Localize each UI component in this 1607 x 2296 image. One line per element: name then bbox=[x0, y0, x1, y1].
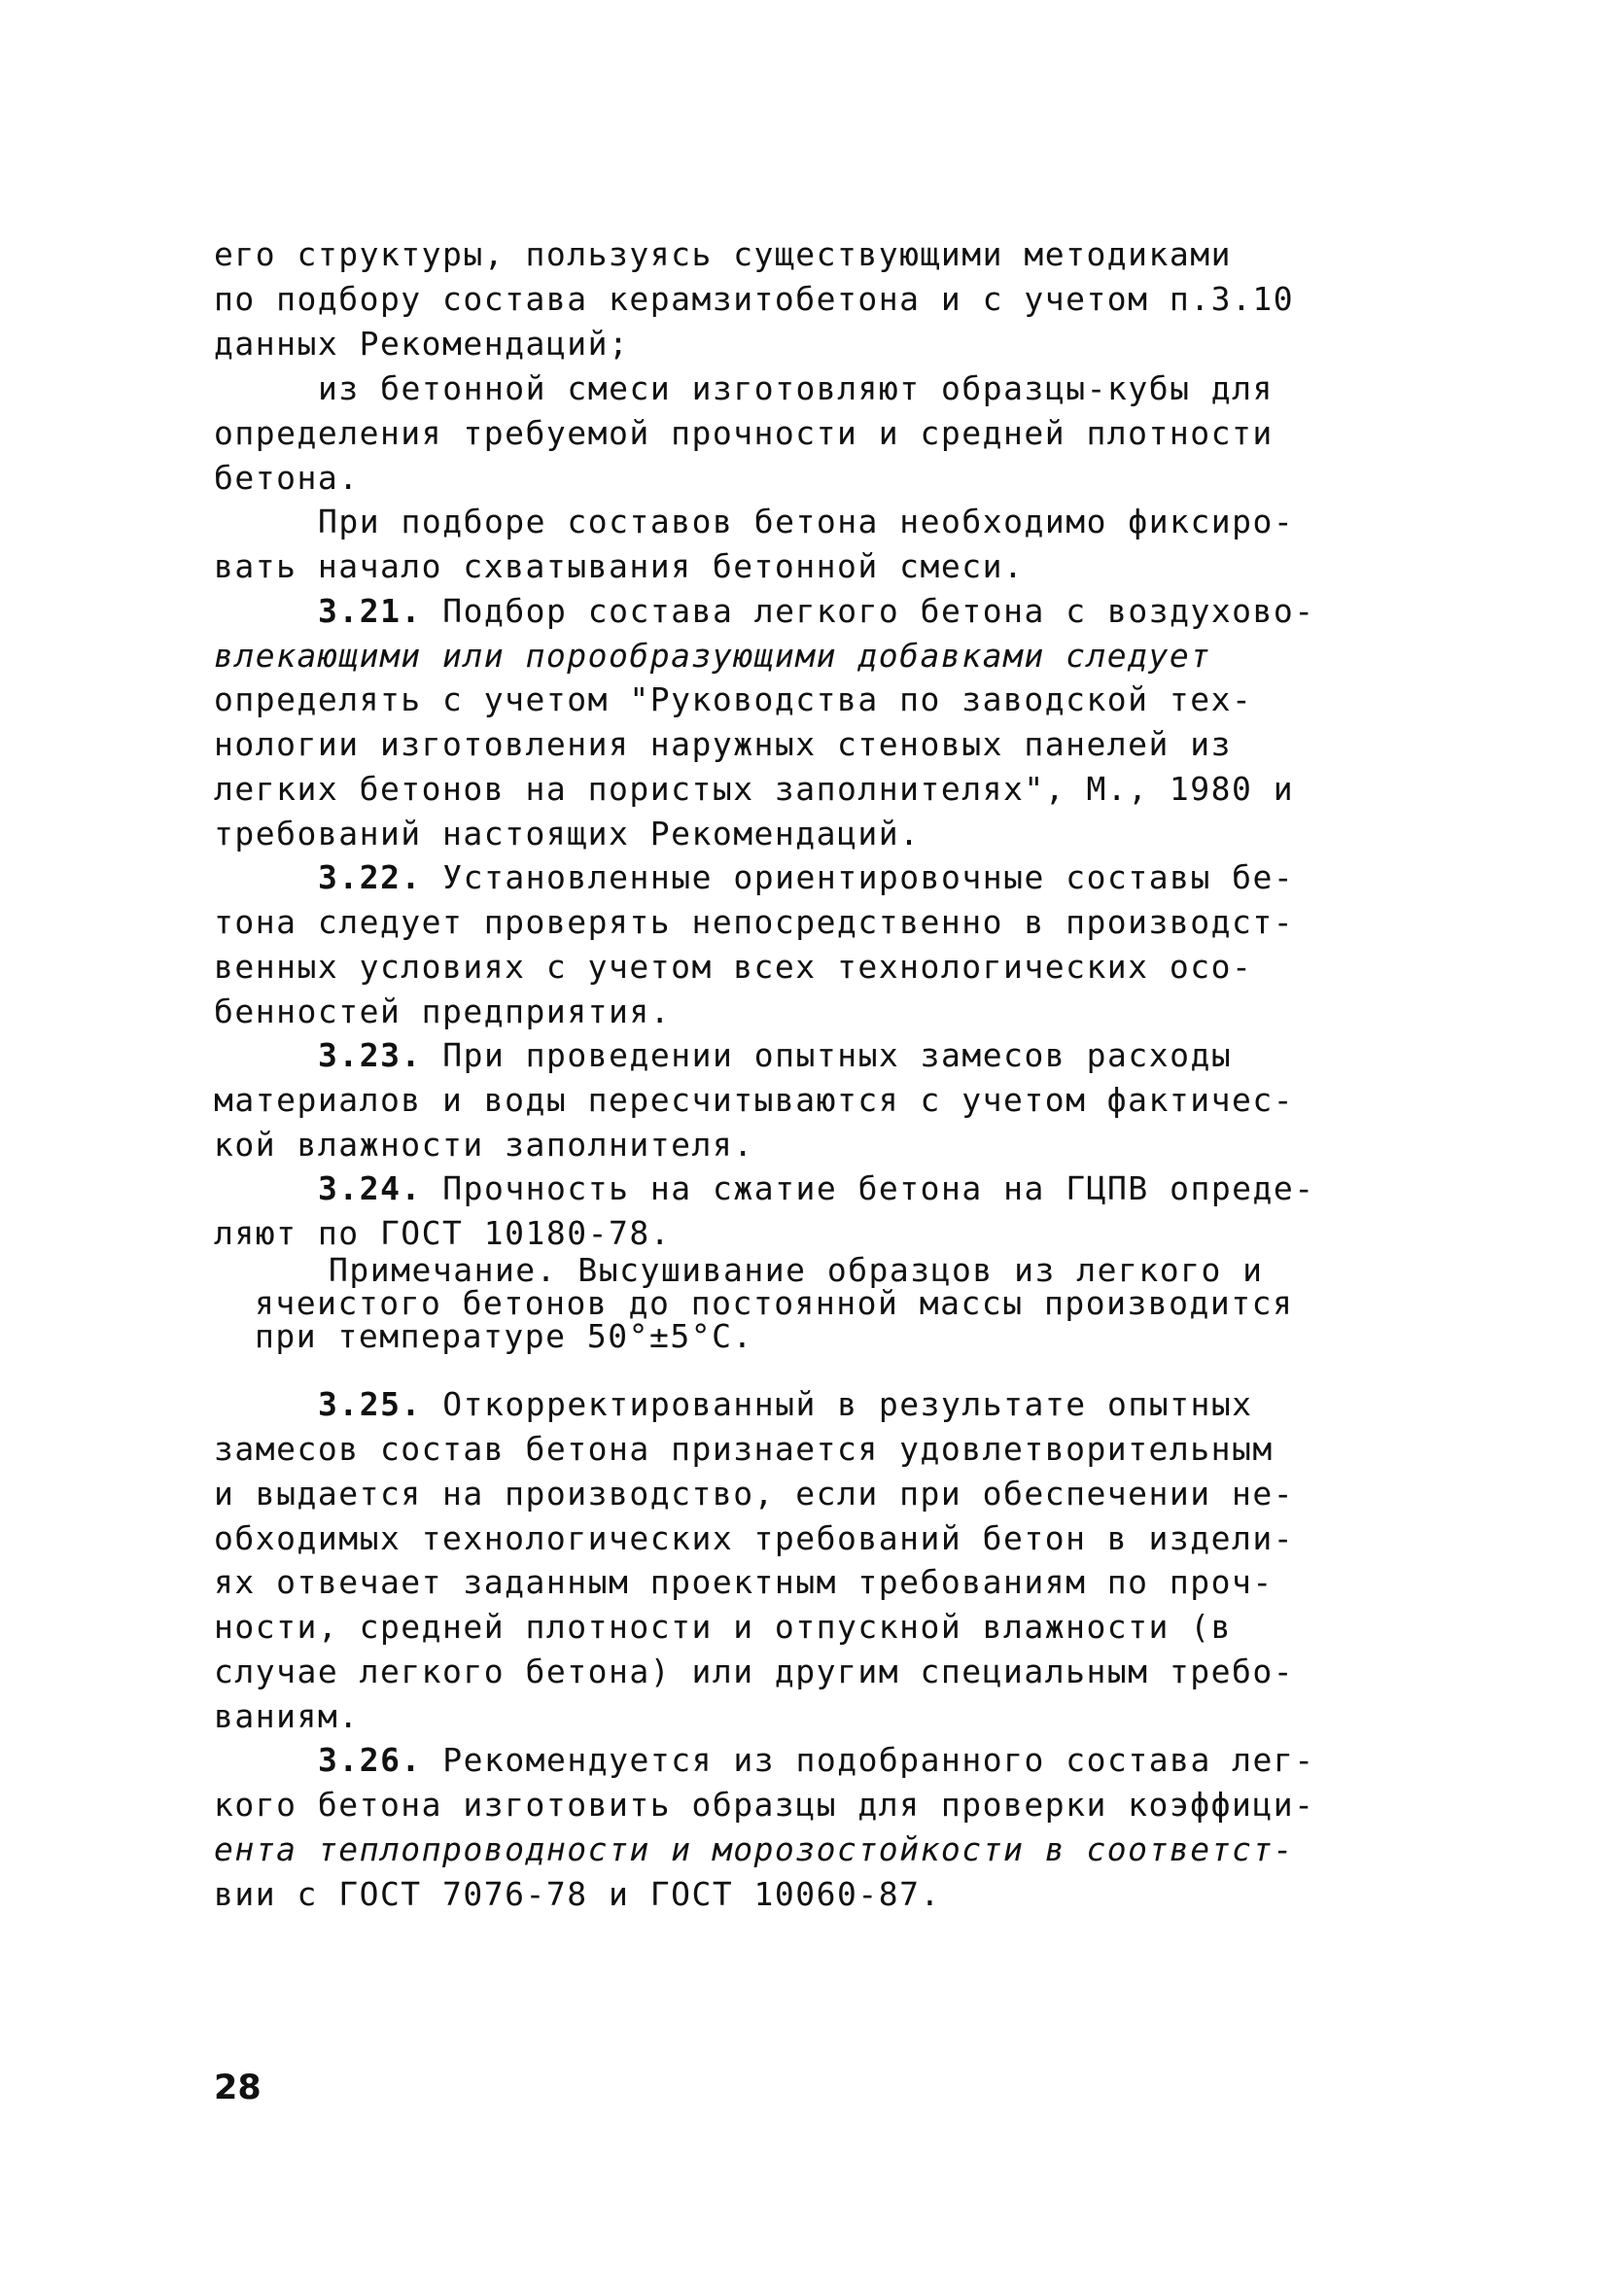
text-line: из бетонной смеси изготовляют образцы-кубы для bbox=[318, 369, 1274, 407]
text-line: материалов и воды пересчитываются с учетом фактичес- bbox=[214, 1081, 1295, 1119]
text-line: легких бетонов на пористых заполнителях", М., 1980 и bbox=[214, 770, 1295, 808]
text-line: определять с учетом "Руководства по заводской тех- bbox=[214, 680, 1253, 718]
text-line: тона следует проверять непосредственно в производст- bbox=[214, 903, 1295, 941]
text-line: нологии изготовления наружных стеновых панелей из bbox=[214, 725, 1233, 763]
paragraph-number: 3.23. bbox=[318, 1036, 422, 1074]
text-line: ляют по ГОСТ 10180-78. bbox=[214, 1214, 672, 1252]
text-line: влекающими или порообразующими добавками следует bbox=[214, 637, 1211, 675]
text-line: по подбору состава керамзитобетона и с учетом п.3.10 bbox=[214, 280, 1295, 318]
note-line: при температуре 50°±5°С. bbox=[255, 1317, 753, 1355]
text-line: обходимых технологических требований бетон в издели- bbox=[214, 1519, 1295, 1557]
text-line: случае легкого бетона) или другим специальным требо- bbox=[214, 1652, 1295, 1690]
text-line: ента теплопроводности и морозостойкости в соответст- bbox=[214, 1830, 1295, 1868]
text-line: определения требуемой прочности и средней плотности bbox=[214, 414, 1274, 452]
paragraph-number: 3.22. bbox=[318, 858, 422, 896]
note-line: Примечание. Высушивание образцов из легкого и bbox=[329, 1251, 1264, 1289]
note-line: ячеистого бетонов до постоянной массы производится bbox=[255, 1284, 1294, 1322]
paragraph-3-24-first-line bbox=[318, 1169, 1315, 1208]
text-line: требований настоящих Рекомендаций. bbox=[214, 815, 921, 852]
text-line: бетона. bbox=[214, 459, 360, 497]
text-line: бенностей предприятия. bbox=[214, 992, 672, 1030]
text-line: кой влажности заполнителя. bbox=[214, 1126, 754, 1164]
paragraph-text: При проведении опытных замесов расходы bbox=[421, 1036, 1233, 1074]
paragraph-3-21-first-line bbox=[318, 592, 1315, 631]
paragraph-text: Подбор состава легкого бетона с воздухово- bbox=[421, 592, 1315, 630]
paragraph-text: Откорректированный в результате опытных bbox=[421, 1385, 1253, 1423]
paragraph-3-22-first-line bbox=[318, 858, 1294, 897]
paragraph-number: 3.21. bbox=[318, 592, 422, 630]
paragraph-text: Рекомендуется из подобранного состава лег- bbox=[421, 1741, 1315, 1779]
text-line: При подборе составов бетона необходимо фиксиро- bbox=[318, 503, 1295, 540]
paragraph-number: 3.26. bbox=[318, 1741, 422, 1779]
text-line: ях отвечает заданным проектным требованиям по проч- bbox=[214, 1563, 1274, 1601]
paragraph-3-25-first-line bbox=[318, 1385, 1253, 1424]
text-line: венных условиях с учетом всех технологических осо- bbox=[214, 948, 1253, 986]
paragraph-3-26-first-line bbox=[318, 1741, 1315, 1780]
text-line: кого бетона изготовить образцы для проверки коэффици- bbox=[214, 1786, 1315, 1824]
paragraph-number: 3.24. bbox=[318, 1169, 422, 1207]
text-line: его структуры, пользуясь существующими методиками bbox=[214, 235, 1233, 273]
text-line: данных Рекомендаций; bbox=[214, 325, 630, 363]
paragraph-3-23-first-line bbox=[318, 1036, 1232, 1075]
text-line: вии с ГОСТ 7076-78 и ГОСТ 10060-87. bbox=[214, 1875, 941, 1913]
text-line: ваниям. bbox=[214, 1697, 360, 1735]
page-number: 28 bbox=[214, 2069, 262, 2107]
text-line: вать начало схватывания бетонной смеси. bbox=[214, 547, 1025, 585]
paragraph-text: Установленные ориентировочные составы бе- bbox=[421, 858, 1295, 896]
text-line: замесов состав бетона признается удовлетворительным bbox=[214, 1430, 1274, 1468]
paragraph-number: 3.25. bbox=[318, 1385, 422, 1423]
paragraph-text: Прочность на сжатие бетона на ГЦПВ опреде- bbox=[421, 1169, 1315, 1207]
text-line: ности, средней плотности и отпускной влажности (в bbox=[214, 1608, 1233, 1646]
text-line: и выдается на производство, если при обеспечении не- bbox=[214, 1475, 1295, 1513]
